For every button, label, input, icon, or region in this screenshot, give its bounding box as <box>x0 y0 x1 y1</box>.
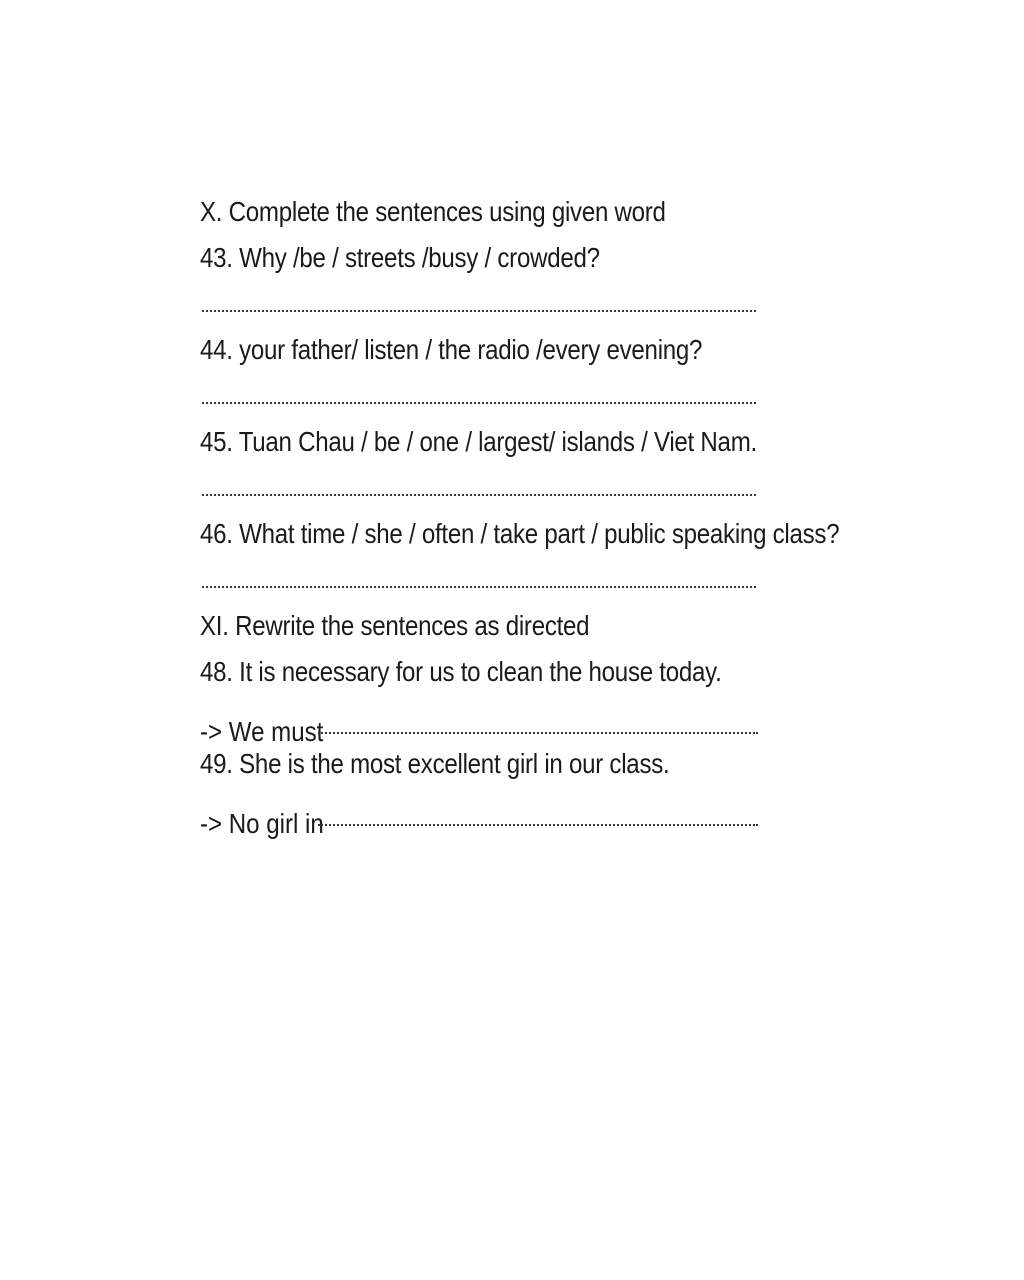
answer-line-49[interactable] <box>318 824 758 826</box>
rewrite-prompt-49: -> No girl in <box>200 808 324 839</box>
answer-line-46[interactable] <box>200 564 756 610</box>
answer-line-43[interactable] <box>200 288 756 334</box>
section-xi-heading: XI. Rewrite the sentences as directed <box>200 610 590 641</box>
answer-line-48[interactable] <box>318 732 758 734</box>
section-x-heading: X. Complete the sentences using given word <box>200 196 666 227</box>
rewrite-row-48 <box>200 702 860 748</box>
question-43: 43. Why /be / streets /busy / crowded? <box>200 242 600 273</box>
question-48: 48. It is necessary for us to clean the house today. <box>200 656 722 687</box>
question-49: 49. She is the most excellent girl in our class. <box>200 748 670 779</box>
rewrite-row-49 <box>200 794 860 840</box>
question-44: 44. your father/ listen / the radio /every evening? <box>200 334 703 365</box>
answer-line-44[interactable] <box>200 380 756 426</box>
answer-line-45[interactable] <box>200 472 756 518</box>
question-46: 46. What time / she / often / take part / public speaking class? <box>200 518 840 549</box>
rewrite-prompt-48: -> We must <box>200 716 324 747</box>
question-45: 45. Tuan Chau / be / one / largest/ islands / Viet Nam. <box>200 426 757 457</box>
worksheet <box>200 196 860 840</box>
